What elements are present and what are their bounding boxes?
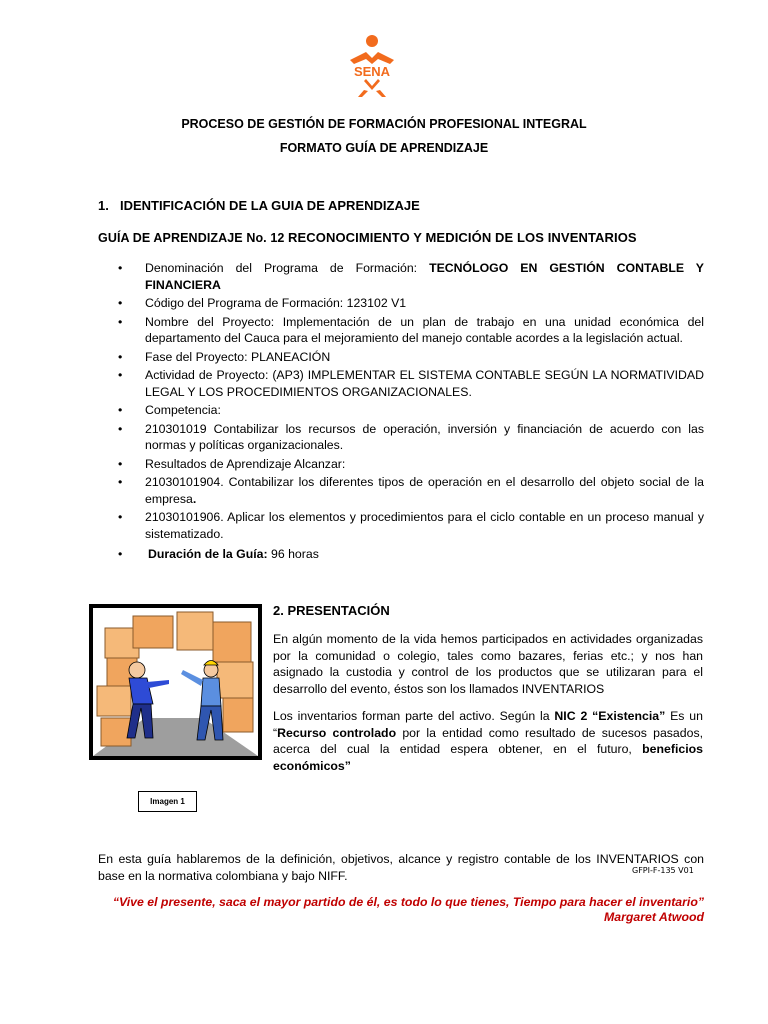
presentation-paragraph-1: En algún momento de la vida hemos participados en actividades organizadas por la comunidad o colegio, tales como bazares, ferias etc.; y nos han asignado la custodia y control de los productos que se utilizaran para el desarrollo del evento, éstos son los llamados INVENTARIOS (273, 632, 703, 696)
list-item: • Nombre del Proyecto: Implementación de un plan de trabajo en una unidad económica del departamento del Cauca para el mejoramiento del manejo contable acordes a la legislación actual. (118, 314, 704, 345)
quote-text: “Vive el presente, saca el mayor partido de él, es todo lo que tienes, Tiempo para hacer el inventario” (112, 895, 704, 909)
section-heading-identification (98, 198, 420, 213)
presentation-heading: 2. PRESENTACIÓN (273, 603, 390, 618)
guide-prefix: GUÍA DE APRENDIZAJE No. 12 (98, 231, 288, 245)
quote-author: Margaret Atwood (604, 910, 704, 924)
document-subtitle: FORMATO GUÍA DE APRENDIZAJE (279, 141, 489, 155)
list-item: • Fase del Proyecto: PLANEACIÓN (118, 349, 331, 364)
closing-paragraph: En esta guía hablaremos de la definición, objetivos, alcance y registro contable de los INVENTARIOS con base en la normativa colombiana y bajo NIFF. (98, 852, 704, 883)
list-item: • Denominación del Programa de Formación: TECNÓLOGO EN GESTIÓN CONTABLE Y FINANCIERA (118, 261, 704, 292)
list-item: • 21030101904. Contabilizar los diferentes tipos de operación en el desarrollo del objeto social de la empresa. (118, 475, 704, 506)
document-title: PROCESO DE GESTIÓN DE FORMACIÓN PROFESIONAL INTEGRAL (181, 117, 587, 131)
list-item: • 21030101906. Aplicar los elementos y procedimientos para el ciclo contable en un proceso manual y sistematizado. (118, 510, 704, 541)
list-item: • Competencia: (118, 403, 221, 417)
presentation-paragraph-2: Los inventarios forman parte del activo. Según la NIC 2 “Existencia” Es un “Recurso controlado por la entidad como resultado de sucesos pasados, acerca del cual la entidad espera obtener, en el futuro, beneficios económicos” (273, 709, 704, 773)
sena-logo-text: SENA (353, 64, 391, 79)
identification-list (98, 260, 704, 565)
image-caption: Imagen 1 (138, 791, 197, 812)
inventory-illustration (89, 604, 262, 760)
form-code: GFPI-F-135 V01 (632, 866, 694, 875)
guide-title (98, 230, 637, 245)
list-item: • 210301019 Contabilizar los recursos de operación, inversión y financiación de acuerdo con las normas y políticas organizacionales. (118, 421, 704, 452)
list-item: • Resultados de Aprendizaje Alcanzar: (118, 456, 346, 471)
guide-name: RECONOCIMIENTO Y MEDICIÓN DE LOS INVENTARIOS (288, 230, 637, 245)
section-number: 1. (98, 198, 109, 213)
section-title: IDENTIFICACIÓN DE LA GUIA DE APRENDIZAJE (120, 198, 420, 213)
sena-logo (344, 34, 400, 98)
list-item: • Duración de la Guía: 96 horas (118, 547, 319, 561)
list-item: • Código del Programa de Formación: 123102 V1 (118, 296, 407, 310)
list-item: • Actividad de Proyecto: (AP3) IMPLEMENTAR EL SISTEMA CONTABLE SEGÚN LA NORMATIVIDAD LEGAL Y LOS PROCEDIMIENTOS ORGANIZACIONALES. (118, 368, 704, 399)
